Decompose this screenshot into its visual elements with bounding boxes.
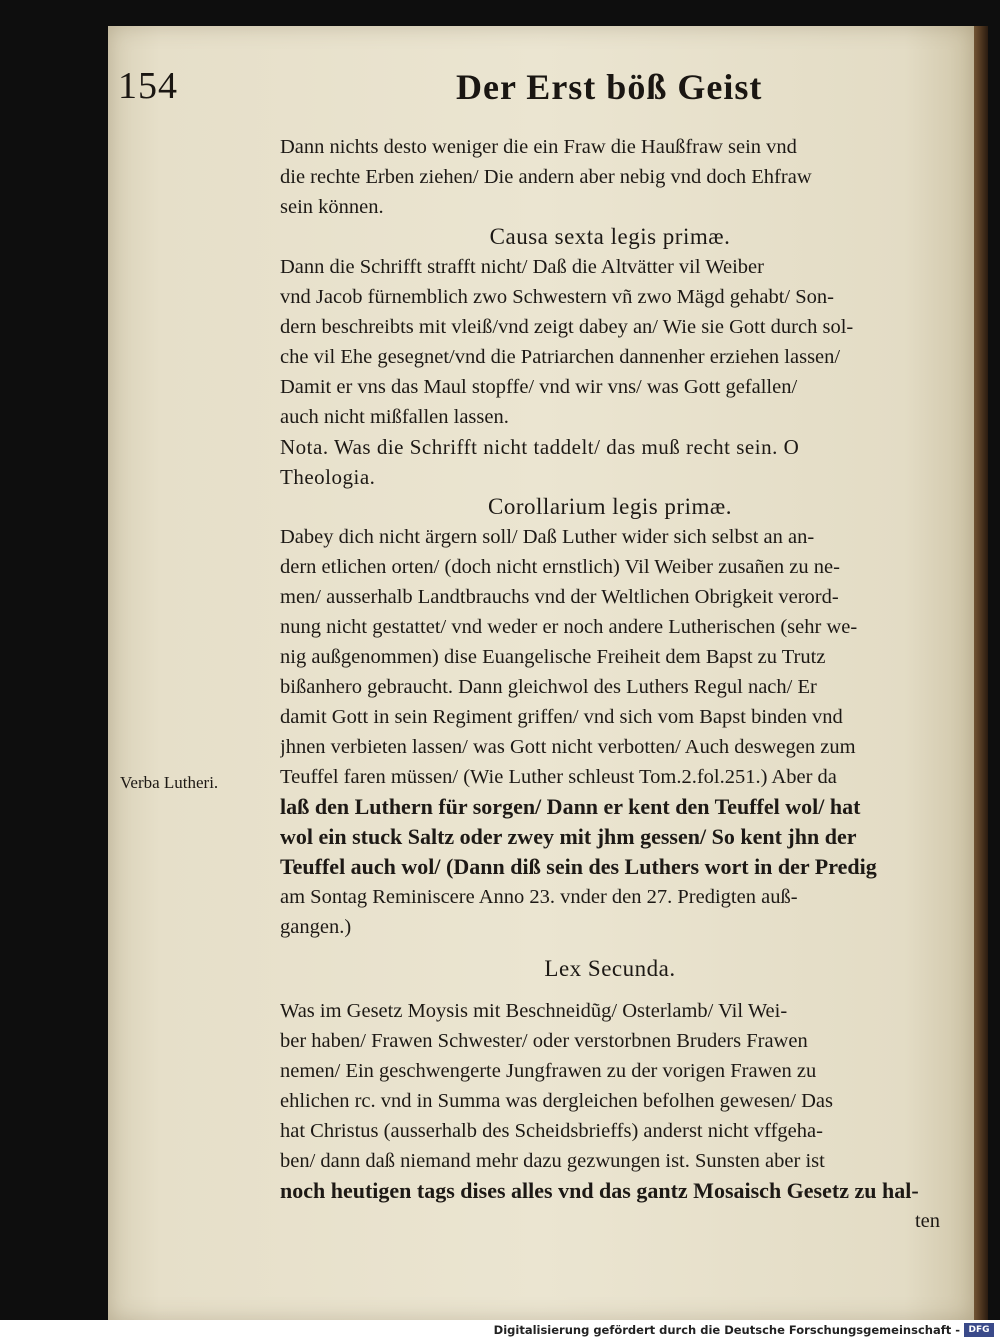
page-header [118,64,818,124]
text-line: gangen.) [280,916,352,938]
text-line: vnd Jacob fürnemblich zwo Schwestern vñ zwo Mägd gehabt/ Son- [280,286,834,308]
text-line: Dann nichts desto weniger die ein Fraw die Haußfraw sein vnd [280,136,797,158]
text-line: Dann die Schrifft strafft nicht/ Daß die Altvätter vil Weiber [280,256,764,278]
text-line: jhnen verbieten lassen/ was Gott nicht verbotten/ Auch deswegen zum [280,736,856,758]
dfg-logo: DFG [964,1323,994,1337]
text-line: hat Christus (ausserhalb des Scheidsbrieffs) anderst nicht vffgeha- [280,1120,823,1142]
spacer [280,984,940,996]
text-line: Dabey dich nicht ärgern soll/ Daß Luther wider sich selbst an an- [280,526,815,548]
text-line: noch heutigen tags dises alles vnd das gantz Mosaisch Gesetz zu hal- [280,1178,919,1203]
text-line: ben/ dann daß niemand mehr dazu gezwungen ist. Sunsten aber ist [280,1150,825,1172]
text-line: auch nicht mißfallen lassen. [280,406,509,428]
text-line: nemen/ Ein geschwengerte Jungfrawen zu der vorigen Frawen zu [280,1060,817,1082]
text-line: ehlichen rc. vnd in Summa was dergleichen befolhen gewesen/ Das [280,1090,833,1112]
text-line: Damit er vns das Maul stopffe/ vnd wir vns/ was Gott gefallen/ [280,376,798,398]
section-heading: Causa sexta legis primæ. [489,224,731,249]
text-line: Theologia. [280,465,376,489]
text-line: damit Gott in sein Regiment griffen/ vnd sich vom Bapst binden vnd [280,706,843,728]
catchword: ten [914,1210,940,1232]
digitization-footer [0,1320,1000,1341]
page-number: 154 [118,65,178,107]
text-line: che vil Ehe gesegnet/vnd die Patriarchen dannenher erziehen lassen/ [280,346,841,368]
body-text [280,132,940,1236]
section-heading: Lex Secunda. [544,956,676,981]
text-line: Nota. Was die Schrifft nicht taddelt/ das muß recht sein. O [280,435,800,459]
text-line: bißanhero gebraucht. Dann gleichwol des Luthers Regul nach/ Er [280,676,817,698]
text-line: am Sontag Reminiscere Anno 23. vnder den 27. Predigten auß- [280,886,798,908]
text-line: men/ ausserhalb Landtbrauchs vnd der Weltlichen Obrigkeit verord- [280,586,839,608]
marginal-note: Verba Lutheri. [120,773,219,792]
text-line: nig außgenommen) dise Euangelische Freiheit dem Bapst zu Trutz [280,646,826,668]
text-line: sein können. [280,196,384,218]
funding-credit: Digitalisierung gefördert durch die Deutsche Forschungsgemeinschaft - [493,1323,960,1337]
text-line: Was im Gesetz Moysis mit Beschneidũg/ Osterlamb/ Vil Wei- [280,1000,788,1022]
text-line: die rechte Erben ziehen/ Die andern aber nebig vnd doch Ehfraw [280,166,812,188]
running-head: Der Erst böß Geist [456,67,763,107]
spacer [280,942,940,954]
text-line: nung nicht gestattet/ vnd weder er noch andere Lutherischen (sehr we- [280,616,858,638]
text-line: dern beschreibts mit vleiß/vnd zeigt dabey an/ Wie sie Gott durch sol- [280,316,854,338]
text-line: dern etlichen orten/ (doch nicht ernstlich) Vil Weiber zusañen zu ne- [280,556,840,578]
text-line: ber haben/ Frawen Schwester/ oder verstorbnen Bruders Frawen [280,1030,808,1052]
text-line: Teuffel faren müssen/ (Wie Luther schleust Tom.2.fol.251.) Aber da [280,766,837,788]
section-heading: Corollarium legis primæ. [488,494,732,519]
text-line: laß den Luthern für sorgen/ Dann er kent den Teuffel wol/ hat [280,794,861,819]
text-line: wol ein stuck Saltz oder zwey mit jhm gessen/ So kent jhn der [280,824,857,849]
text-line: Teuffel auch wol/ (Dann diß sein des Luthers wort in der Predig [280,854,877,879]
